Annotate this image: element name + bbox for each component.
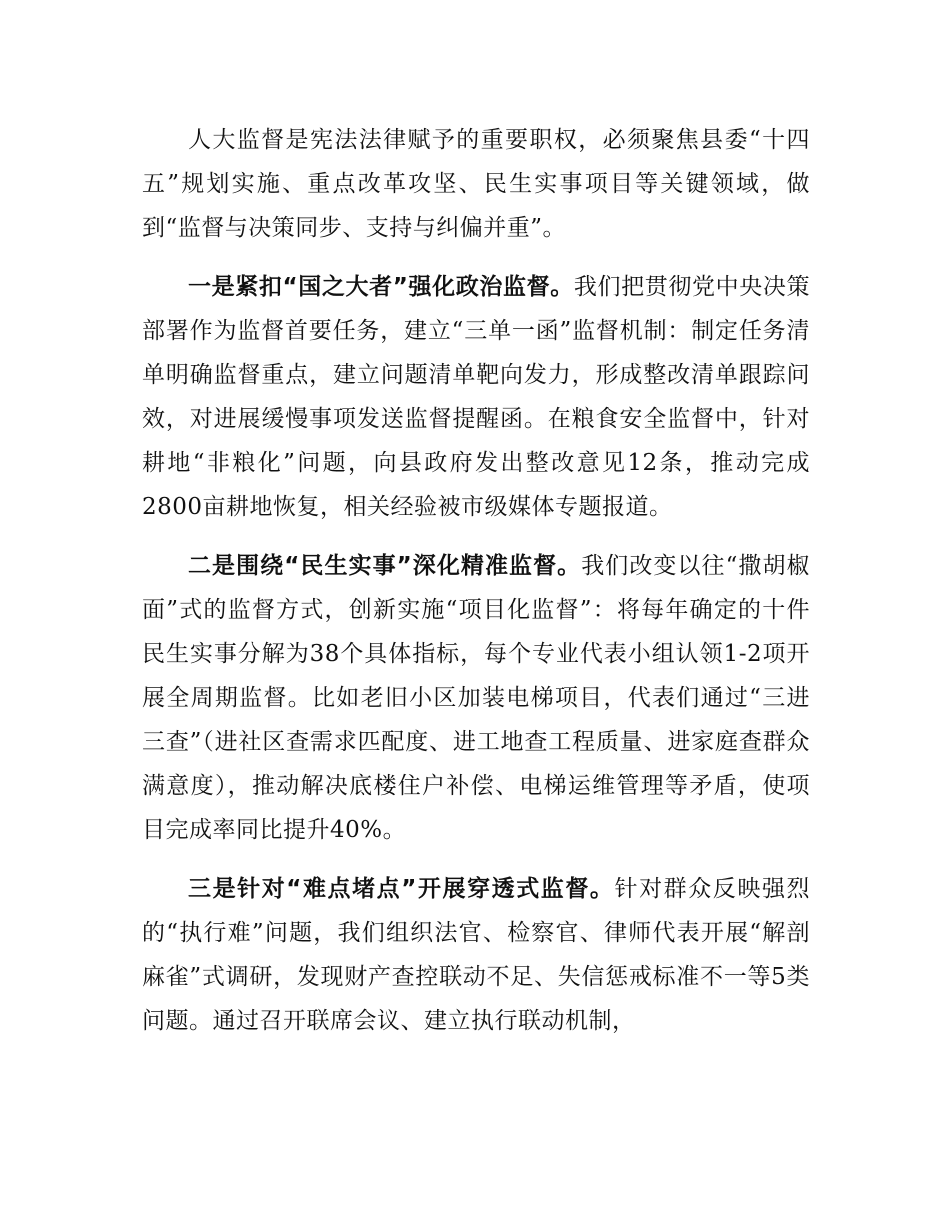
paragraph-text: 我们把贯彻党中央决策部署作为监督首要任务，建立“三单一函”监督机制：制定任务清单明确监督重点，建立问题清单靶向发力，形成整改清单跟踪问效，对进展缓慢事项发送监督提醒函。在粮食安全监督中，针对耕地“非粮化”问题，向县政府发出整改意见12条，推动完成2800亩耕地恢复，相关经验被市级媒体专题报道。 [142,274,811,520]
paragraph-text: 人大监督是宪法法律赋予的重要职权，必须聚焦县委“十四五”规划实施、重点改革攻坚、民生实事项目等关键领域，做到“监督与决策同步、支持与纠偏并重”。 [142,127,810,241]
precision-supervision-paragraph [142,544,810,852]
paragraph-lead: 二是围绕“民生实事”深化精准监督。 [188,553,582,579]
paragraph-text: 针对群众反映强烈的“执行难”问题，我们组织法官、检察官、律师代表开展“解剖麻雀”式调研，发现财产查控联动不足、失信惩戒标准不一等5类问题。通过召开联席会议、建立执行联动机制， [142,876,811,1034]
penetrating-supervision-paragraph [142,867,810,1043]
political-supervision-paragraph [142,265,810,529]
paragraph-lead: 一是紧扣“国之大者”强化政治监督。 [188,274,574,300]
paragraph-lead: 三是针对“难点堵点”开展穿透式监督。 [188,876,615,902]
paragraph-text: 我们改变以往“撒胡椒面”式的监督方式，创新实施“项目化监督”：将每年确定的十件民生实事分解为38个具体指标，每个专业代表小组认领1-2项开展全周期监督。比如老旧小区加装电梯项目，代表们通过“三进三查”（进社区查需求匹配度、进工地查工程质量、进家庭查群众满意度），推动解决底楼住户补偿、电梯运维管理等矛盾，使项目完成率同比提升40%。 [142,553,810,843]
document-body [142,118,810,1058]
intro-paragraph [142,118,810,250]
